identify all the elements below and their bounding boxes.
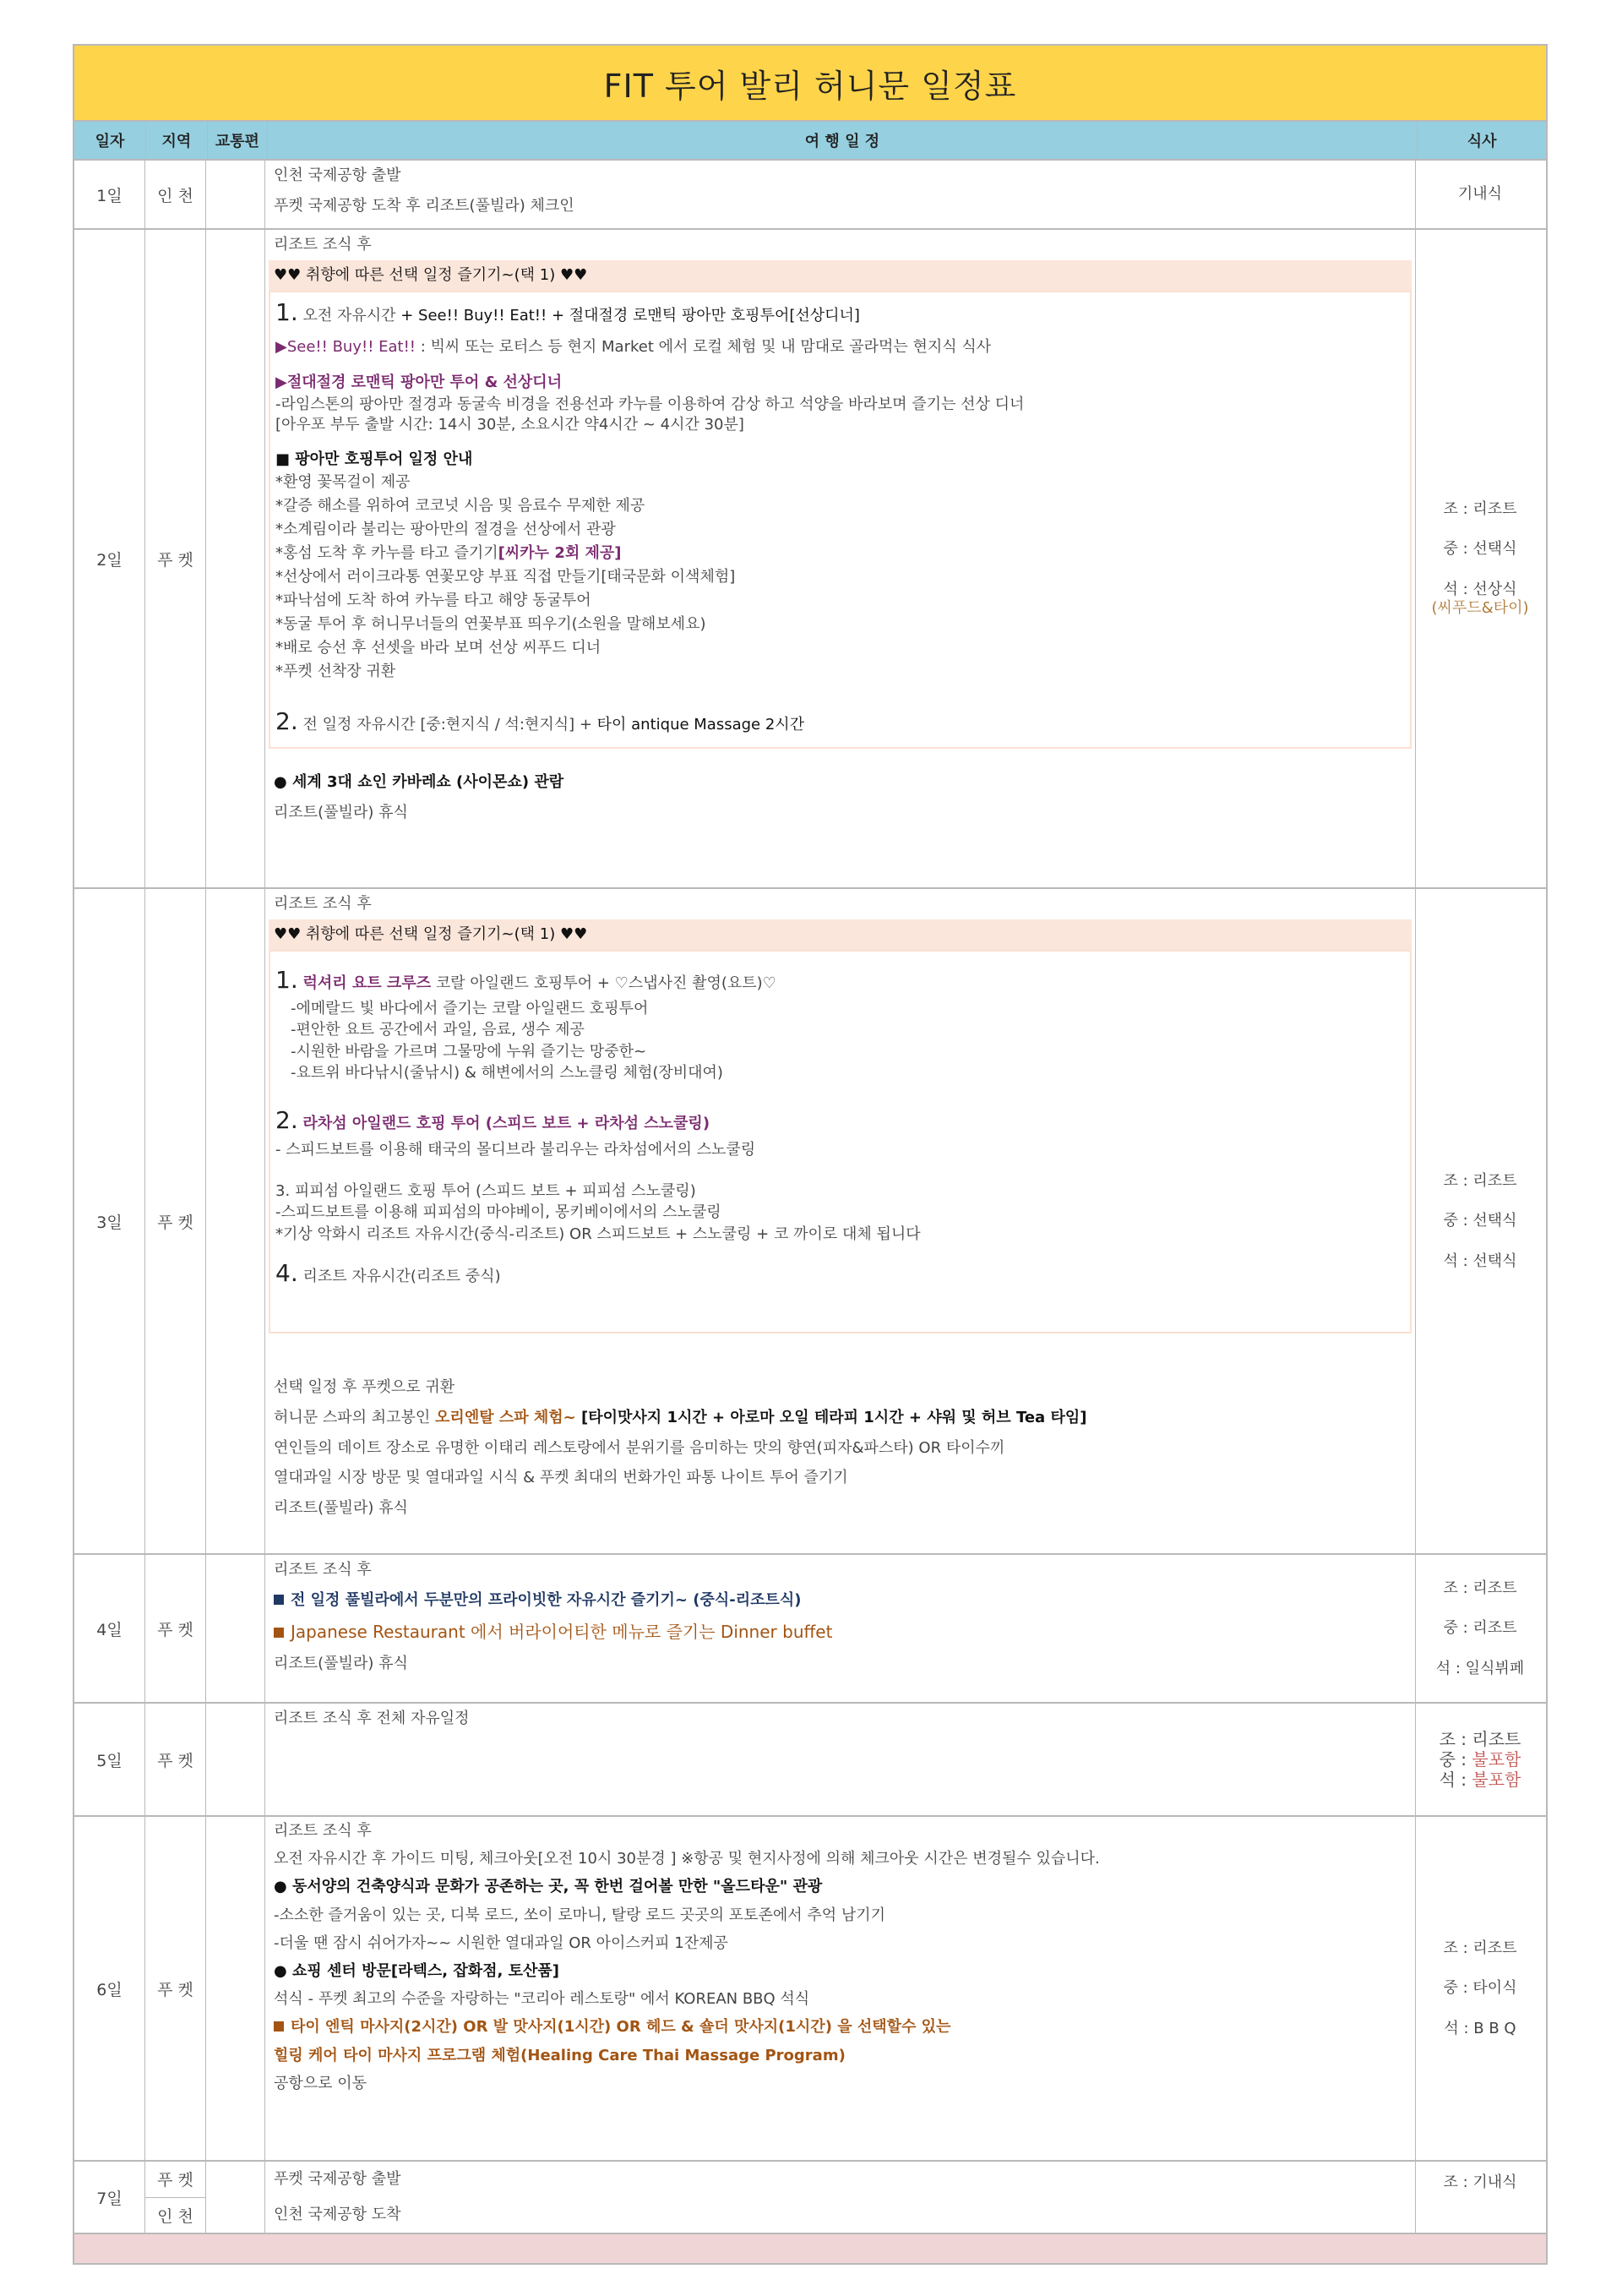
day-row-7 xyxy=(73,2162,1548,2234)
region-label: 푸 켓 xyxy=(145,2162,205,2198)
meal-cell xyxy=(1416,2162,1544,2233)
option-text: 리조트 자유시간(리조트 중식) xyxy=(302,1267,501,1285)
meal-cell xyxy=(1416,230,1544,887)
option-detail: 3. 피피섬 아일랜드 호핑 투어 (스피드 보트 + 피피섬 스노쿨링) xyxy=(275,1182,696,1201)
day-row-3 xyxy=(73,889,1548,1555)
itinerary-cell xyxy=(265,1817,1416,2160)
transport-cell xyxy=(206,230,265,887)
itinerary-line: 푸켓 국제공항 도착 후 리조트(풀빌라) 체크인 xyxy=(274,196,574,215)
region-label: 인 천 xyxy=(157,2206,193,2226)
header-transport: 교통편 xyxy=(208,122,268,159)
header-meal: 식사 xyxy=(1467,133,1497,150)
meal-cell xyxy=(1416,1704,1544,1815)
meal-text: 석 : 일식뷔페 xyxy=(1435,1659,1525,1677)
region-label: 푸 켓 xyxy=(145,1817,206,2160)
guide-line: *파낙섬에 도착 하여 카누를 타고 해양 동굴투어 xyxy=(275,591,591,609)
option-number: 1. xyxy=(275,965,298,994)
bullet-icon: ● xyxy=(274,1878,292,1896)
meal-text xyxy=(1440,1770,1521,1790)
option-number: 4. xyxy=(275,1258,298,1287)
meal-excluded: 불포함 xyxy=(1472,1770,1521,1790)
itinerary-text: Japanese Restaurant 에서 버라이어티한 메뉴로 즐기는 Dinner buffet xyxy=(291,1621,833,1642)
meal-text xyxy=(1440,1749,1521,1770)
transport-cell xyxy=(206,161,265,228)
see-line xyxy=(275,335,1405,359)
itinerary-line: 푸켓 국제공항 출발 xyxy=(274,2170,401,2189)
romantic-title: ▶절대절경 로맨틱 팡아만 투어 & 선상디너 xyxy=(275,374,563,392)
itinerary-line: 힐링 케어 타이 마사지 프로그램 체험(Healing Care Thai Massage Program) xyxy=(274,2046,846,2064)
itinerary-line: 연인들의 데이트 장소로 유명한 이태리 레스토랑에서 분위기를 음미하는 맛의 향연(피자&파스타) OR 타이수끼 xyxy=(274,1438,1005,1457)
meal-text: 중 : 선택식 xyxy=(1443,1212,1517,1230)
meal-text: 조 : 리조트 xyxy=(1439,1729,1521,1749)
transport-cell xyxy=(206,1555,265,1702)
day-label: 6일 xyxy=(74,1817,145,2160)
guide-line: *푸켓 선착장 귀환 xyxy=(275,662,396,680)
header-region: 지역 xyxy=(146,122,208,159)
region-label: 푸 켓 xyxy=(145,1555,206,1702)
header-day: 일자 xyxy=(74,122,146,159)
option-detail: -시원한 바람을 가르며 그물망에 누워 즐기는 망중한~ xyxy=(291,1042,647,1061)
itinerary-line xyxy=(269,2013,1412,2041)
region-label: 푸 켓 xyxy=(145,1704,206,1815)
day-row-1 xyxy=(73,161,1548,230)
guide-line: *갈증 해소를 위하여 코코넛 시음 및 음료수 무제한 제공 xyxy=(275,497,645,515)
bullet-icon: ● xyxy=(274,1961,292,1980)
meal-text: 석 : 선택식 xyxy=(1443,1252,1517,1270)
option-text: 코랄 아일랜드 호핑투어 + ♡스냅사진 촬영(요트)♡ xyxy=(431,973,776,992)
meal-cell xyxy=(1416,1817,1544,2160)
day-label: 1일 xyxy=(74,161,145,228)
option-detail: *기상 악화시 리조트 자유시간(중식-리조트) OR 스피드보트 + 스노쿨링 + 코 까이로 대체 됩니다 xyxy=(275,1224,921,1243)
option-number: 1. xyxy=(275,297,298,326)
romantic-line: [아우포 부두 출발 시간: 14시 30분, 소요시간 약4시간 ~ 4시간 30분] xyxy=(275,416,744,434)
itinerary-line: 리조트 조식 후 xyxy=(274,236,372,254)
option-title: 럭셔리 요트 크루즈 xyxy=(302,973,432,992)
option-2 xyxy=(275,703,1405,739)
itinerary-line: 열대과일 시장 방문 및 열대과일 시식 & 푸켓 최대의 번화가인 파통 나이트 투어 즐기기 xyxy=(274,1469,848,1487)
itinerary-cell xyxy=(265,2162,1416,2233)
option-text-strong: + See!! Buy!! Eat!! + 절대절경 로맨틱 팡아만 호핑투어[선상디너] xyxy=(400,306,860,324)
itinerary-line xyxy=(269,1957,1412,1985)
choice-banner: ♥♥ 취향에 따른 선택 일정 즐기기~(택 1) ♥♥ xyxy=(269,260,1412,291)
meal-cell xyxy=(1416,889,1544,1553)
choice-banner: ♥♥ 취향에 따른 선택 일정 즐기기~(택 1) ♥♥ xyxy=(269,919,1412,950)
transport-cell xyxy=(206,1817,265,2160)
itinerary-line: 공항으로 이동 xyxy=(274,2074,367,2092)
itinerary-line: 인천 국제공항 도착 xyxy=(274,2206,401,2224)
option-detail: -요트위 바다낚시(줄낚시) & 해변에서의 스노클링 체험(장비대여) xyxy=(291,1063,723,1082)
itinerary-line xyxy=(269,1873,1412,1901)
meal-text: 조 : 리조트 xyxy=(1443,499,1517,518)
region-label: 인 천 xyxy=(145,161,206,228)
itinerary-line: -더울 땐 잠시 쉬어가자~~ 시원한 열대과일 OR 아이스커피 1잔제공 xyxy=(274,1933,728,1952)
option-text: 오전 자유시간 xyxy=(302,306,401,324)
option-2 xyxy=(275,1102,1405,1138)
itinerary-line: 오전 자유시간 후 가이드 미팅, 체크아웃[오전 10시 30분경 ] ※항공 및 현지사정에 의해 체크아웃 시간은 변경될수 있습니다. xyxy=(274,1850,1100,1868)
itinerary-line: 리조트 조식 후 xyxy=(274,1561,372,1579)
option-detail-list xyxy=(275,998,1405,1083)
day-row-4 xyxy=(73,1555,1548,1704)
itinerary-cell xyxy=(265,161,1416,228)
meal-text: 중 : 타이식 xyxy=(1443,1979,1517,1998)
meal-text: 조 : 기내식 xyxy=(1443,2173,1517,2191)
option-number: 2. xyxy=(275,1105,298,1134)
itinerary-line: 리조트 조식 후 xyxy=(274,895,372,913)
meal-text: 중 : 선택식 xyxy=(1443,540,1517,559)
show-line: ● 세계 3대 쇼인 카바레쇼 (사이몬쇼) 관람 xyxy=(274,772,564,791)
itinerary-line: 석식 - 푸켓 최고의 수준을 자랑하는 "코리아 레스토랑" 에서 KOREAN BBQ 석식 xyxy=(274,1990,810,2009)
itinerary-text: 동서양의 건축양식과 문화가 공존하는 곳, 꼭 한번 걸어볼 만한 "올드타운" 관광 xyxy=(291,1878,823,1896)
itinerary-line: 리조트 조식 후 전체 자유일정 xyxy=(274,1710,470,1727)
region-label: 푸 켓 xyxy=(145,889,206,1553)
guide-title: ■ 팡아만 호핑투어 일정 안내 xyxy=(275,450,473,468)
day-label: 7일 xyxy=(74,2162,145,2233)
header-itinerary: 여 행 일 정 xyxy=(268,122,1418,159)
guide-line: *소계림이라 불리는 팡아만의 절경을 선상에서 관광 xyxy=(275,521,616,539)
option-3 xyxy=(275,1181,1405,1245)
meal-text: 조 : 리조트 xyxy=(1443,1579,1517,1597)
itinerary-line: 리조트 조식 후 xyxy=(274,1822,372,1840)
meal-cell xyxy=(1416,1555,1544,1702)
footer-band xyxy=(73,2234,1548,2265)
itinerary-cell xyxy=(265,889,1416,1553)
day-label: 4일 xyxy=(74,1555,145,1702)
meal-prefix: 중 : xyxy=(1439,1749,1472,1770)
meal-cell xyxy=(1416,161,1544,228)
table-header xyxy=(73,120,1548,161)
spa-detail: [타이맛사지 1시간 + 아로마 오일 테라피 1시간 + 샤워 및 허브 Tea 타임] xyxy=(575,1408,1087,1426)
region-label: 푸 켓 xyxy=(145,230,206,887)
meal-excluded: 불포함 xyxy=(1472,1749,1521,1770)
itinerary-line: 리조트(풀빌라) 휴식 xyxy=(274,1654,408,1672)
itinerary-line: 리조트(풀빌라) 휴식 xyxy=(274,1499,408,1518)
itinerary-line xyxy=(269,1585,1412,1616)
meal-text: 석 : B B Q xyxy=(1444,2019,1516,2037)
option-1 xyxy=(275,294,1405,330)
see-text: : 빅씨 또는 로터스 등 현지 Market 에서 로컬 체험 및 내 맘대로 골라먹는 현지식 식사 xyxy=(416,338,992,357)
option-detail: - 스피드보트를 이용해 태국의 몰디브라 불리우는 라차섬에서의 스노쿨링 xyxy=(275,1141,756,1159)
itinerary-line: 선택 일정 후 푸켓으로 귀환 xyxy=(274,1377,455,1396)
itinerary-cell xyxy=(265,1555,1416,1702)
option-box xyxy=(269,291,1412,749)
guide-line: *동굴 투어 후 허니무너들의 연꽃부표 띄우기(소원을 말해보세요) xyxy=(275,614,706,633)
itinerary-line: 리조트(풀빌라) 휴식 xyxy=(274,803,408,821)
guide-highlight: [씨카누 2회 제공] xyxy=(498,544,622,563)
spa-line xyxy=(269,1403,1412,1433)
meal-text: 기내식 xyxy=(1457,185,1503,204)
option-text-strong: 타이 antique Massage 2시간 xyxy=(596,716,805,734)
option-detail: -에메랄드 빛 바다에서 즐기는 코랄 아일랜드 호핑투어 xyxy=(291,1000,649,1018)
meal-text: 중 : 리조트 xyxy=(1443,1619,1517,1638)
day-label: 5일 xyxy=(74,1704,145,1815)
itinerary-line xyxy=(269,1616,1412,1649)
option-detail: -스피드보트를 이용해 피피섬의 마야베이, 몽키베이에서의 스노쿨링 xyxy=(275,1203,721,1222)
itinerary-line: 인천 국제공항 출발 xyxy=(274,166,401,184)
day-label: 3일 xyxy=(74,889,145,1553)
itinerary-cell xyxy=(265,1704,1416,1815)
option-text: 전 일정 자유시간 [중:현지식 / 석:현지식] + xyxy=(302,716,597,734)
square-bullet-icon xyxy=(274,1595,284,1605)
day-row-5 xyxy=(73,1704,1548,1817)
transport-cell xyxy=(206,2162,265,2233)
option-number: 2. xyxy=(275,707,298,736)
guide-line: *환영 꽃목걸이 제공 xyxy=(275,473,411,492)
day-row-6 xyxy=(73,1817,1548,2162)
option-1 xyxy=(275,962,1405,998)
page-title: FIT 투어 발리 허니문 일정표 xyxy=(73,44,1548,120)
guide-line xyxy=(275,542,1405,565)
itinerary-text: 전 일정 풀빌라에서 두분만의 프라이빗한 자유시간 즐기기~ (중식-리조트식) xyxy=(291,1590,802,1609)
square-bullet-icon xyxy=(274,1628,284,1638)
itinerary-sheet xyxy=(73,44,1548,2265)
option-detail: -편안한 요트 공간에서 과일, 음료, 생수 제공 xyxy=(291,1021,585,1039)
region-cell xyxy=(145,2162,206,2233)
transport-cell xyxy=(206,1704,265,1815)
spa-highlight: 오리엔탈 스파 체험~ xyxy=(435,1408,576,1426)
option-box xyxy=(269,950,1412,1333)
day-row-2 xyxy=(73,230,1548,889)
itinerary-line: -소소한 즐거움이 있는 곳, 디북 로드, 쏘이 로마니, 탈랑 로드 곳곳의 포토존에서 추억 남기기 xyxy=(274,1906,886,1924)
option-title: 라차섬 아일랜드 호핑 투어 (스피드 보트 + 라차섬 스노쿨링) xyxy=(302,1114,710,1132)
day-label: 2일 xyxy=(74,230,145,887)
square-bullet-icon xyxy=(274,2021,284,2031)
transport-cell xyxy=(206,889,265,1553)
meal-note: (씨푸드&타이) xyxy=(1431,598,1529,617)
option-4 xyxy=(275,1255,1405,1291)
guide-text: *홍섬 도착 후 카누를 타고 즐기기 xyxy=(275,544,498,563)
see-tag: ▶See!! Buy!! Eat!! xyxy=(275,338,416,357)
meal-text: 조 : 리조트 xyxy=(1443,1171,1517,1190)
meal-text: 조 : 리조트 xyxy=(1443,1939,1517,1957)
romantic-line: -라임스톤의 팡아만 절경과 동굴속 비경을 전용선과 카누를 이용하여 감상 하고 석양을 바라보며 즐기는 선상 디너 xyxy=(275,395,1025,413)
meal-text: 석 : 선상식 xyxy=(1443,581,1517,598)
itinerary-text: 쇼핑 센터 방문[라텍스, 잡화점, 토산품] xyxy=(291,1961,559,1980)
itinerary-cell xyxy=(265,230,1416,887)
itinerary-text: 타이 엔틱 마사지(2시간) OR 발 맛사지(1시간) OR 헤드 & 숄더 맛사지(1시간) 을 선택할수 있는 xyxy=(291,2018,951,2037)
guide-line: *배로 승선 후 선셋을 바라 보며 선상 씨푸드 디너 xyxy=(275,638,601,657)
meal-prefix: 석 : xyxy=(1439,1770,1472,1790)
spa-text: 허니문 스파의 최고봉인 xyxy=(274,1408,436,1426)
guide-line: *선상에서 러이크라통 연꽃모양 부표 직접 만들기[태국문화 이색체험] xyxy=(275,568,736,586)
